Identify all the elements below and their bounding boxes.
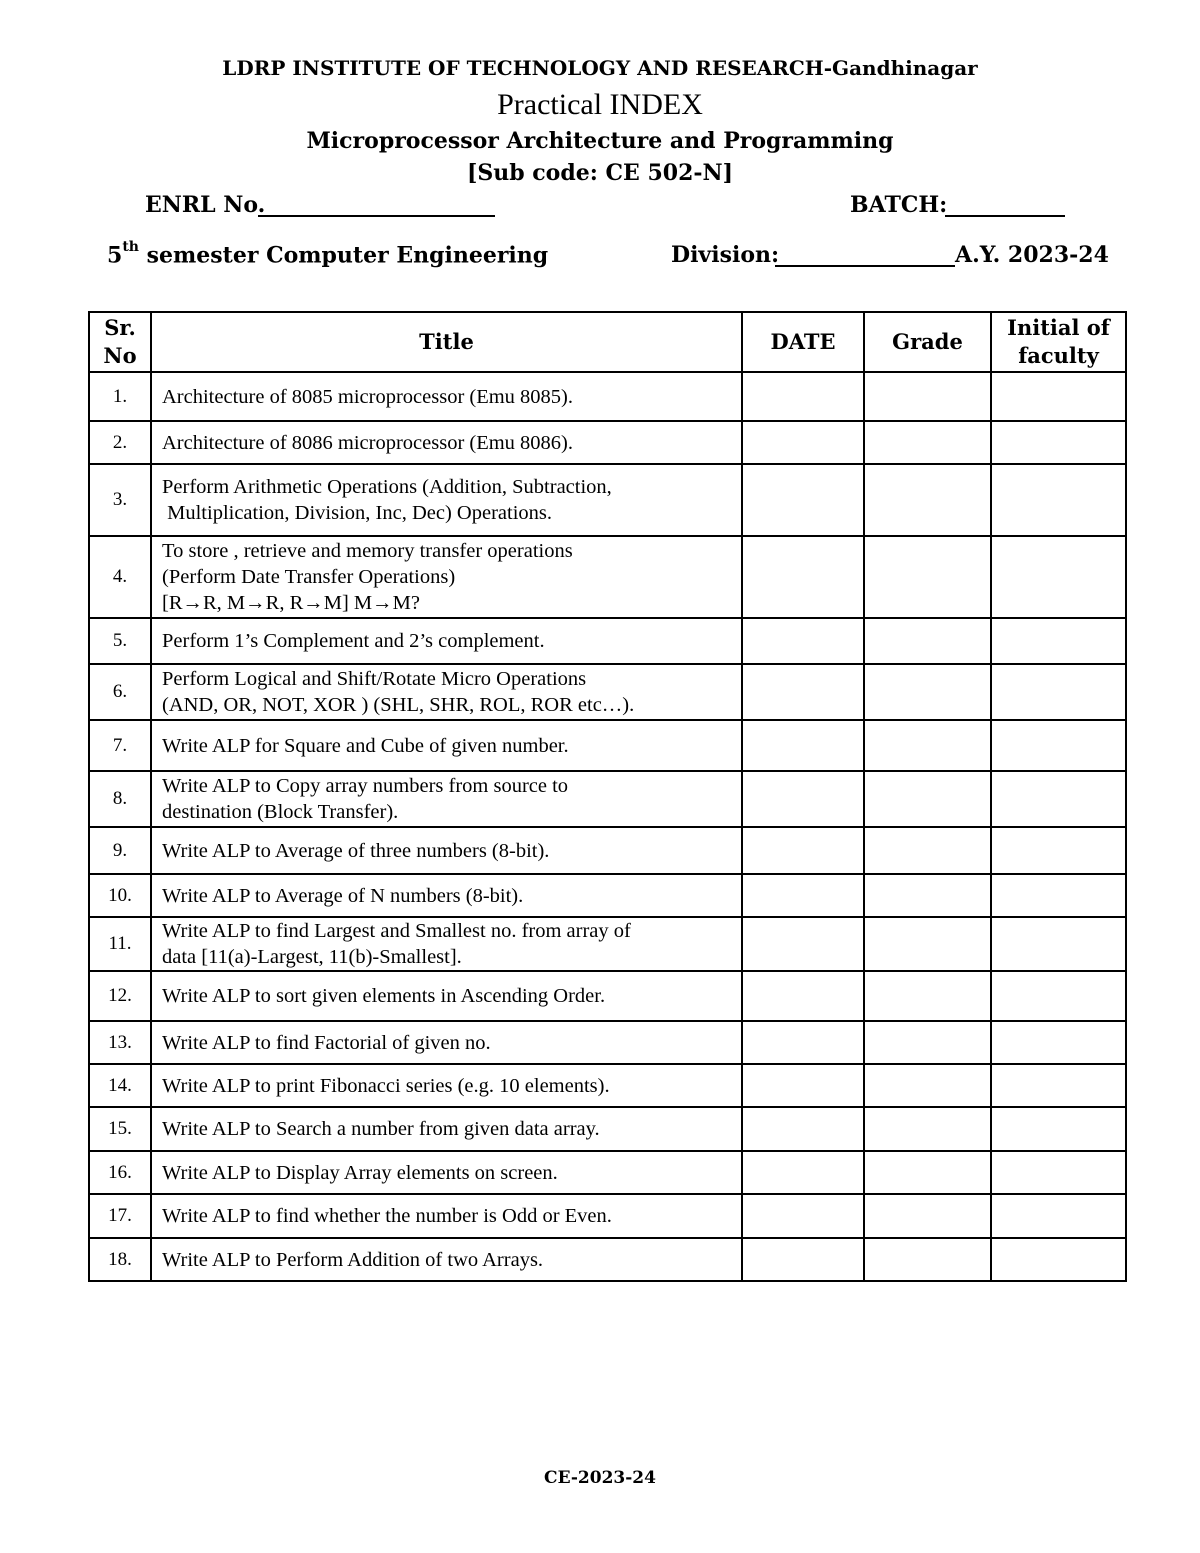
grade-cell[interactable] bbox=[864, 372, 991, 421]
table-row bbox=[89, 1238, 1126, 1281]
sr-no-cell: 15. bbox=[89, 1107, 151, 1151]
table-row bbox=[89, 618, 1126, 664]
title-cell: Write ALP to Copy array numbers from source to destination (Block Transfer). bbox=[151, 771, 742, 827]
table-body bbox=[89, 372, 1126, 1281]
grade-cell[interactable] bbox=[864, 664, 991, 720]
enrl-blank-line[interactable] bbox=[258, 215, 495, 217]
title-cell: Write ALP to Perform Addition of two Arrays. bbox=[151, 1238, 742, 1281]
sr-no-cell: 17. bbox=[89, 1194, 151, 1238]
initial-cell[interactable] bbox=[991, 664, 1126, 720]
grade-cell[interactable] bbox=[864, 1238, 991, 1281]
date-cell[interactable] bbox=[742, 372, 864, 421]
grade-cell[interactable] bbox=[864, 874, 991, 917]
grade-cell[interactable] bbox=[864, 1194, 991, 1238]
title-cell: Write ALP to Search a number from given data array. bbox=[151, 1107, 742, 1151]
batch-label: BATCH: bbox=[850, 192, 948, 218]
table-row bbox=[89, 917, 1126, 971]
batch-blank-line[interactable] bbox=[945, 215, 1065, 217]
date-cell[interactable] bbox=[742, 421, 864, 464]
grade-cell[interactable] bbox=[864, 917, 991, 971]
institute-name: LDRP INSTITUTE OF TECHNOLOGY AND RESEARCH-Gandhinagar bbox=[222, 56, 978, 80]
table-row bbox=[89, 1194, 1126, 1238]
title-cell: To store , retrieve and memory transfer operations (Perform Date Transfer Operations) [R→R, M→R, R→M] M→M? bbox=[151, 536, 742, 618]
title-cell: Perform Logical and Shift/Rotate Micro Operations (AND, OR, NOT, XOR ) (SHL, SHR, ROL, ROR etc…). bbox=[151, 664, 742, 720]
table-row bbox=[89, 720, 1126, 771]
grade-cell[interactable] bbox=[864, 771, 991, 827]
division-blank-line[interactable] bbox=[775, 265, 955, 267]
subject-code: [Sub code: CE 502-N] bbox=[466, 160, 734, 186]
grade-cell[interactable] bbox=[864, 536, 991, 618]
table-row bbox=[89, 664, 1126, 720]
table-row bbox=[89, 1021, 1126, 1064]
date-cell[interactable] bbox=[742, 874, 864, 917]
initial-cell[interactable] bbox=[991, 874, 1126, 917]
initial-cell[interactable] bbox=[991, 827, 1126, 874]
date-cell[interactable] bbox=[742, 1194, 864, 1238]
semester-info bbox=[107, 239, 549, 269]
sr-no-cell: 12. bbox=[89, 971, 151, 1021]
title-cell: Write ALP to Display Array elements on screen. bbox=[151, 1151, 742, 1194]
semester-text: semester Computer Engineering bbox=[138, 242, 549, 269]
initial-cell[interactable] bbox=[991, 618, 1126, 664]
grade-cell[interactable] bbox=[864, 720, 991, 771]
date-cell[interactable] bbox=[742, 917, 864, 971]
sr-no-cell: 7. bbox=[89, 720, 151, 771]
sr-no-cell: 14. bbox=[89, 1064, 151, 1107]
title-cell: Architecture of 8085 microprocessor (Emu 8085). bbox=[151, 372, 742, 421]
sr-no-cell: 9. bbox=[89, 827, 151, 874]
sr-no-cell: 3. bbox=[89, 464, 151, 536]
table-row bbox=[89, 827, 1126, 874]
title-cell: Write ALP to Average of three numbers (8-bit). bbox=[151, 827, 742, 874]
grade-cell[interactable] bbox=[864, 1107, 991, 1151]
col-header-sr-no: Sr. No bbox=[89, 312, 151, 372]
page-title: Practical INDEX bbox=[497, 88, 703, 121]
academic-year: A.Y. 2023-24 bbox=[955, 242, 1109, 268]
date-cell[interactable] bbox=[742, 971, 864, 1021]
initial-cell[interactable] bbox=[991, 1151, 1126, 1194]
date-cell[interactable] bbox=[742, 464, 864, 536]
table-row bbox=[89, 464, 1126, 536]
sr-no-cell: 11. bbox=[89, 917, 151, 971]
sr-no-cell: 10. bbox=[89, 874, 151, 917]
semester-number: 5 bbox=[107, 242, 123, 269]
initial-cell[interactable] bbox=[991, 1107, 1126, 1151]
title-cell: Write ALP to find whether the number is Odd or Even. bbox=[151, 1194, 742, 1238]
initial-cell[interactable] bbox=[991, 372, 1126, 421]
sr-no-cell: 4. bbox=[89, 536, 151, 618]
initial-cell[interactable] bbox=[991, 971, 1126, 1021]
date-cell[interactable] bbox=[742, 1021, 864, 1064]
initial-cell[interactable] bbox=[991, 1064, 1126, 1107]
initial-cell[interactable] bbox=[991, 917, 1126, 971]
col-header-initial-of-faculty: Initial of faculty bbox=[991, 312, 1126, 372]
title-cell: Write ALP for Square and Cube of given number. bbox=[151, 720, 742, 771]
subject-name: Microprocessor Architecture and Programming bbox=[306, 128, 894, 154]
grade-cell[interactable] bbox=[864, 421, 991, 464]
division-label: Division: bbox=[671, 242, 780, 268]
sr-no-cell: 16. bbox=[89, 1151, 151, 1194]
table-row bbox=[89, 971, 1126, 1021]
semester-suffix: th bbox=[122, 239, 139, 255]
table-header-row bbox=[89, 312, 1126, 372]
col-header-title: Title bbox=[151, 312, 742, 372]
title-cell: Write ALP to print Fibonacci series (e.g. 10 elements). bbox=[151, 1064, 742, 1107]
practical-index-table bbox=[88, 311, 1127, 1282]
initial-cell[interactable] bbox=[991, 536, 1126, 618]
date-cell[interactable] bbox=[742, 618, 864, 664]
grade-cell[interactable] bbox=[864, 618, 991, 664]
date-cell[interactable] bbox=[742, 827, 864, 874]
grade-cell[interactable] bbox=[864, 827, 991, 874]
grade-cell[interactable] bbox=[864, 1064, 991, 1107]
grade-cell[interactable] bbox=[864, 1151, 991, 1194]
footer-code: CE-2023-24 bbox=[544, 1468, 656, 1488]
title-cell: Write ALP to sort given elements in Ascending Order. bbox=[151, 971, 742, 1021]
sr-no-cell: 1. bbox=[89, 372, 151, 421]
date-cell[interactable] bbox=[742, 536, 864, 618]
title-cell: Perform 1’s Complement and 2’s complement. bbox=[151, 618, 742, 664]
table-row bbox=[89, 1107, 1126, 1151]
initial-cell[interactable] bbox=[991, 1194, 1126, 1238]
sr-no-cell: 6. bbox=[89, 664, 151, 720]
grade-cell[interactable] bbox=[864, 971, 991, 1021]
table-row bbox=[89, 1151, 1126, 1194]
sr-no-cell: 13. bbox=[89, 1021, 151, 1064]
title-cell: Architecture of 8086 microprocessor (Emu 8086). bbox=[151, 421, 742, 464]
title-cell: Write ALP to find Factorial of given no. bbox=[151, 1021, 742, 1064]
table-row bbox=[89, 421, 1126, 464]
date-cell[interactable] bbox=[742, 664, 864, 720]
col-header-date: DATE bbox=[742, 312, 864, 372]
title-cell: Perform Arithmetic Operations (Addition, Subtraction, Multiplication, Division, Inc, Dec) Operations. bbox=[151, 464, 742, 536]
title-cell: Write ALP to find Largest and Smallest no. from array of data [11(a)-Largest, 11(b)-Smallest]. bbox=[151, 917, 742, 971]
date-cell[interactable] bbox=[742, 771, 864, 827]
enrl-label: ENRL No. bbox=[145, 192, 266, 218]
grade-cell[interactable] bbox=[864, 464, 991, 536]
date-cell[interactable] bbox=[742, 1238, 864, 1281]
sr-no-cell: 5. bbox=[89, 618, 151, 664]
col-header-grade: Grade bbox=[864, 312, 991, 372]
table-row bbox=[89, 874, 1126, 917]
sr-no-cell: 18. bbox=[89, 1238, 151, 1281]
table-row bbox=[89, 771, 1126, 827]
initial-cell[interactable] bbox=[991, 1021, 1126, 1064]
date-cell[interactable] bbox=[742, 1107, 864, 1151]
sr-no-cell: 2. bbox=[89, 421, 151, 464]
initial-cell[interactable] bbox=[991, 720, 1126, 771]
grade-cell[interactable] bbox=[864, 1021, 991, 1064]
date-cell[interactable] bbox=[742, 720, 864, 771]
date-cell[interactable] bbox=[742, 1064, 864, 1107]
sr-no-cell: 8. bbox=[89, 771, 151, 827]
table-row bbox=[89, 372, 1126, 421]
initial-cell[interactable] bbox=[991, 771, 1126, 827]
table-row bbox=[89, 1064, 1126, 1107]
table-row bbox=[89, 536, 1126, 618]
initial-cell[interactable] bbox=[991, 1238, 1126, 1281]
title-cell: Write ALP to Average of N numbers (8-bit). bbox=[151, 874, 742, 917]
date-cell[interactable] bbox=[742, 1151, 864, 1194]
initial-cell[interactable] bbox=[991, 464, 1126, 536]
initial-cell[interactable] bbox=[991, 421, 1126, 464]
